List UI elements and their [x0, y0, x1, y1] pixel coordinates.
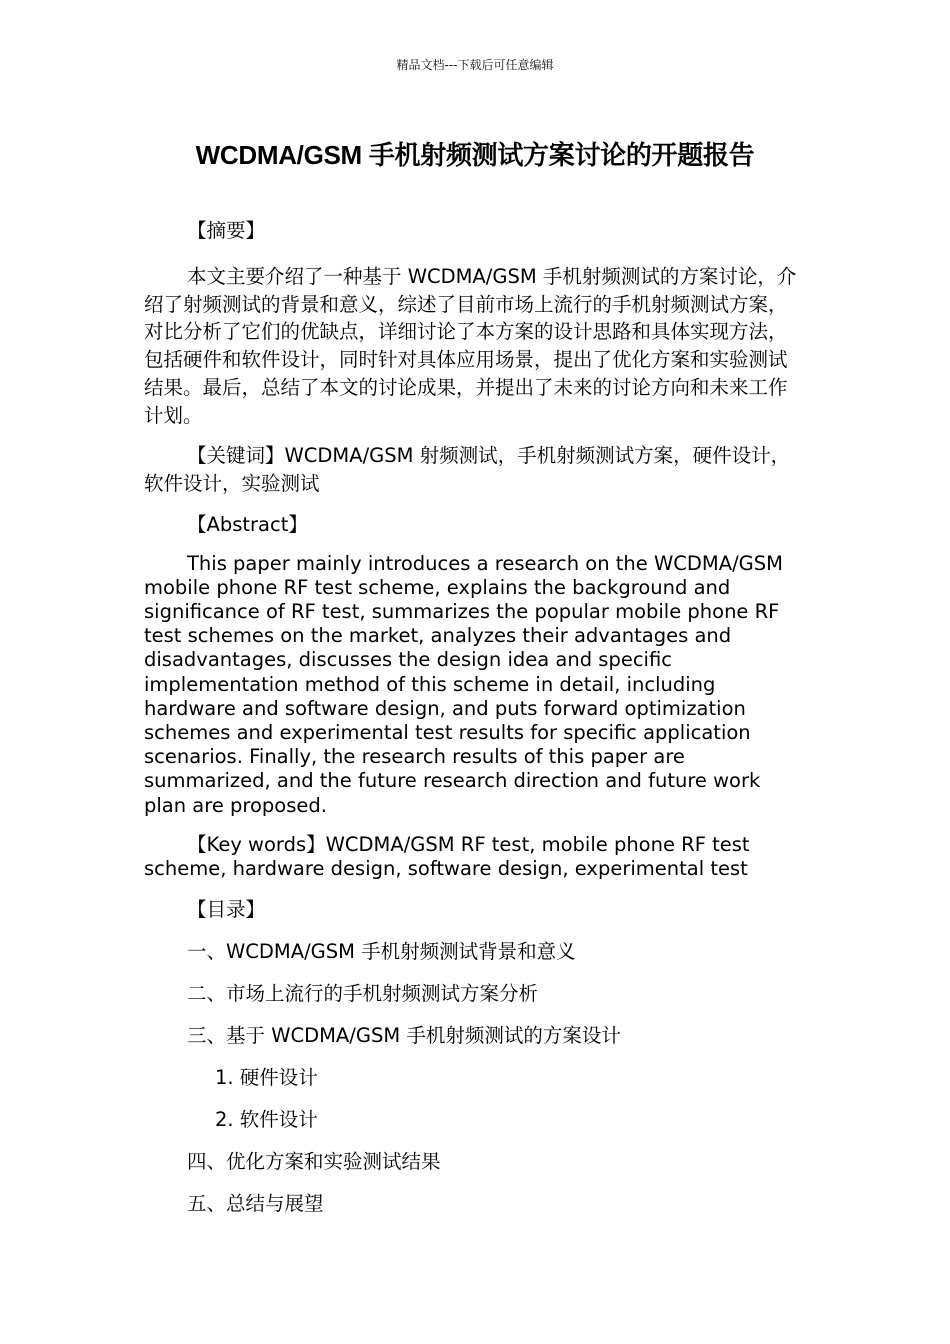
toc-heading: 【目录】 — [187, 898, 266, 922]
toc-subitem: 2. 软件设计 — [215, 1108, 318, 1132]
abstract-cn-paragraph: 本文主要介绍了一种基于 WCDMA/GSM 手机射频测试的方案讨论，介绍了射频测试的背景和意义，综述了目前市场上流行的手机射频测试方案，对比分析了它们的优缺点，详细讨论了本方案的设计思路和具体实现方法，包括硬件和软件设计，同时针对具体应用场景，提出了优化方案和实验测试结果。最后，总结了本文的讨论成果，并提出了未来的讨论方向和未来工作计划。 — [144, 265, 797, 427]
header-note: 精品文档---下载后可任意编辑 — [396, 58, 554, 72]
document-body — [144, 217, 804, 1218]
toc-item: 四、优化方案和实验测试结果 — [187, 1150, 441, 1174]
toc-item: 五、总结与展望 — [187, 1192, 324, 1216]
toc-item: 二、市场上流行的手机射频测试方案分析 — [187, 982, 539, 1006]
abstract-cn-heading: 【摘要】 — [187, 219, 266, 242]
keywords-cn-paragraph: 【关键词】WCDMA/GSM 射频测试，手机射频测试方案，硬件设计，软件设计，实验测试 — [144, 444, 791, 495]
toc-subitem: 1. 硬件设计 — [215, 1066, 318, 1090]
toc-item: 三、基于 WCDMA/GSM 手机射频测试的方案设计 — [187, 1024, 621, 1048]
keywords-en-paragraph: 【Key words】WCDMA/GSM RF test, mobile phone RF test scheme, hardware design, software design, experimental test — [144, 832, 750, 881]
toc-item: 一、WCDMA/GSM 手机射频测试背景和意义 — [187, 940, 576, 964]
abstract-en-heading: 【Abstract】 — [187, 512, 308, 536]
document-title: WCDMA/GSM 手机射频测试方案讨论的开题报告 — [195, 140, 755, 170]
abstract-en-paragraph: This paper mainly introduces a research on the WCDMA/GSM mobile phone RF test scheme, explains the background and significance of RF test, summarizes the popular mobile phone RF test schemes on the market, analyzes their advantages and disadvantages, discusses the design idea and specific implementation method of this scheme in detail, including hardware and software design, and puts forward optimization schemes and experimental test results for specific application scenarios. Finally, the research results of this paper are summarized, and the future research direction and future work plan are proposed. — [144, 551, 783, 817]
